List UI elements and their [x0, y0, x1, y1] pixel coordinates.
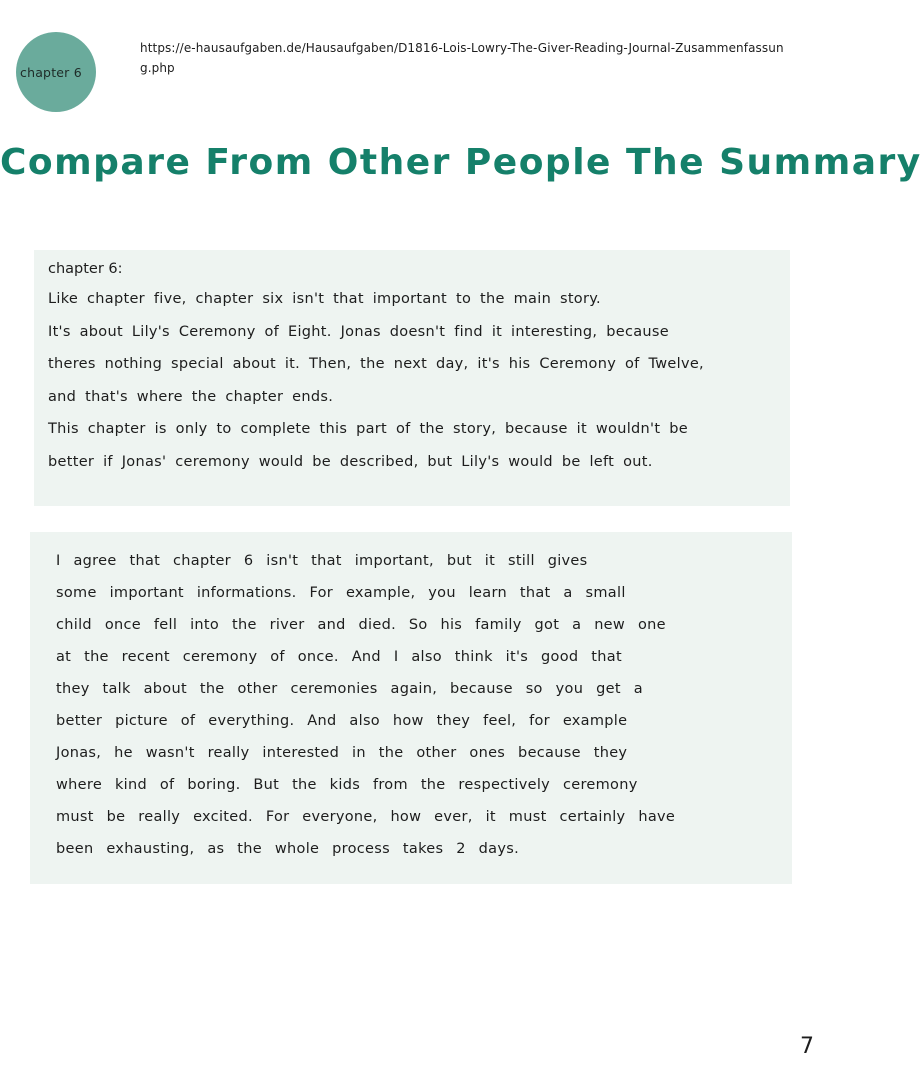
response-line: better picture of everything. And also how they feel, for example [56, 713, 628, 729]
summary-line: theres nothing special about it. Then, the next day, it's his Ceremony of Twelve, [48, 356, 704, 372]
summary-line: This chapter is only to complete this part of the story, because it wouldn't be [48, 421, 688, 437]
chapter-badge-label: chapter 6 [20, 65, 82, 80]
chapter-badge [16, 32, 96, 112]
response-text [56, 550, 675, 870]
summary-line: Like chapter five, chapter six isn't that important to the main story. [48, 291, 601, 307]
summary-line: It's about Lily's Ceremony of Eight. Jonas doesn't find it interesting, because [48, 323, 669, 340]
summary-line: and that's where the chapter ends. [48, 388, 334, 405]
response-line: I agree that chapter 6 isn't that important, but it still gives [56, 553, 588, 569]
response-line: Jonas, he wasn't really interested in the other ones because they [56, 745, 628, 761]
summary-heading: chapter 6: [48, 261, 123, 277]
summary-box [34, 250, 790, 506]
response-line: child once fell into the river and died. So his family got a new one [56, 617, 666, 633]
response-line: where kind of boring. But the kids from the respectively ceremony [56, 777, 638, 793]
response-line: at the recent ceremony of once. And I also think it's good that [56, 649, 622, 665]
page-number: 7 [800, 1034, 814, 1059]
summary-line: better if Jonas' ceremony would be described, but Lily's would be left out. [48, 453, 653, 470]
response-line: some important informations. For example, you learn that a small [56, 585, 626, 601]
response-line: must be really excited. For everyone, how ever, it must certainly have [56, 809, 676, 825]
response-box [30, 532, 792, 884]
page-title: Compare From Other People The Summary [0, 142, 922, 183]
source-url: https://e-hausaufgaben.de/Hausaufgaben/D1816-Lois-Lowry-The-Giver-Reading-Journal-Zusammenfassung.php [140, 41, 784, 75]
response-line: been exhausting, as the whole process takes 2 days. [56, 841, 520, 857]
response-line: they talk about the other ceremonies again, because so you get a [56, 681, 643, 697]
summary-text [48, 288, 704, 483]
